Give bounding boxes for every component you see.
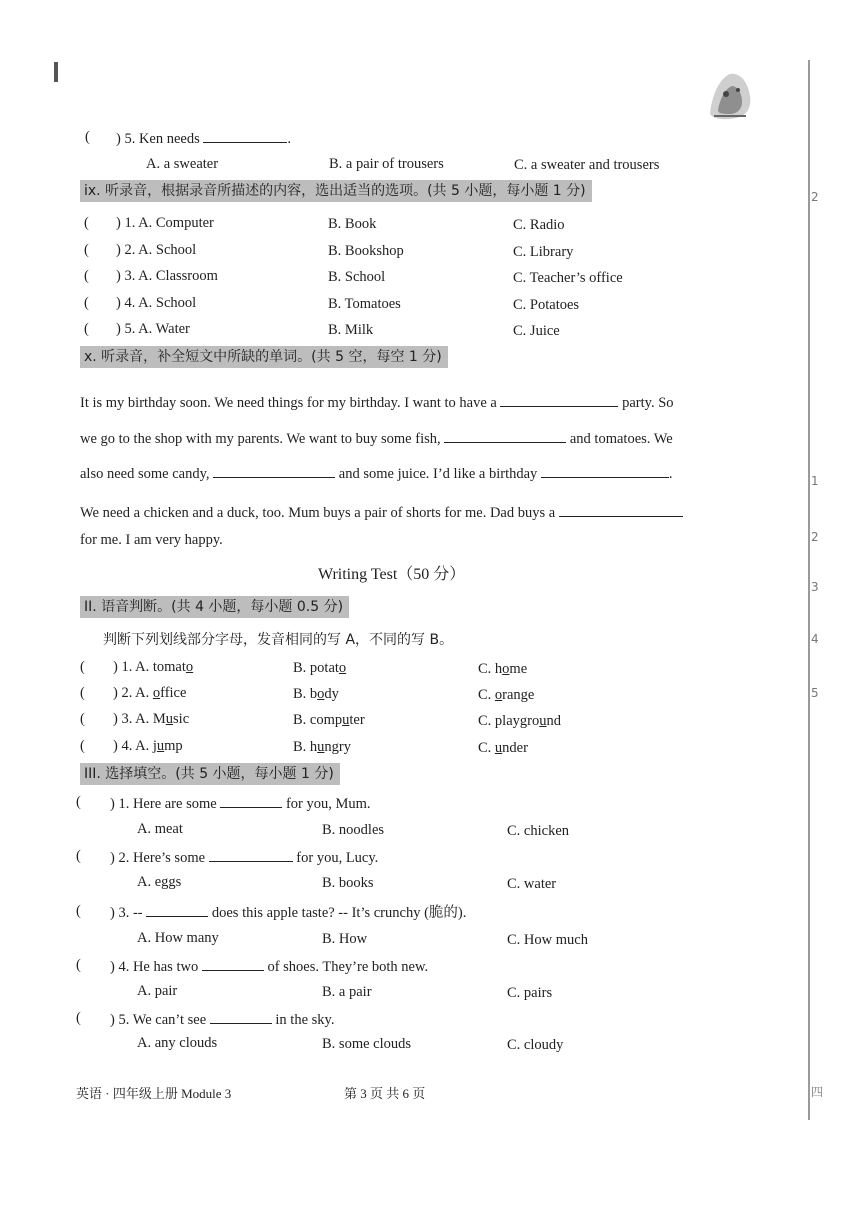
option-c: C. Teacher’s office bbox=[513, 270, 623, 286]
option-a: A. pair bbox=[137, 983, 178, 999]
answer-paren: ( bbox=[76, 957, 81, 973]
section-ix-header: ix. 听录音，根据录音所描述的内容，选出适当的选项。(共 5 小题，每小题 1 分) bbox=[80, 180, 592, 202]
answer-paren: ( bbox=[76, 903, 81, 919]
writing-test-title: Writing Test（50 分） bbox=[318, 566, 466, 583]
footer-page-number: 第 3 页 共 6 页 bbox=[344, 1086, 426, 1101]
question-text: ) 1. Here are some for you, Mum. bbox=[110, 793, 371, 813]
passage-line: for me. I am very happy. bbox=[80, 532, 223, 548]
option-b: B. body bbox=[293, 686, 339, 702]
page-fold-line bbox=[808, 60, 810, 1120]
option-a: ) 4. A. jump bbox=[113, 738, 183, 754]
option-b: B. Tomatoes bbox=[328, 296, 401, 312]
option-c: C. home bbox=[478, 661, 528, 677]
margin-mark: 2 bbox=[811, 530, 819, 544]
option-a: A. How many bbox=[137, 930, 219, 946]
passage-line: also need some candy, and some juice. I’d like a birthday . bbox=[80, 463, 673, 483]
option-c: C. a sweater and trousers bbox=[514, 157, 660, 173]
option-b: B. Bookshop bbox=[328, 243, 404, 259]
question-text: ) 2. Here’s some for you, Lucy. bbox=[110, 847, 378, 867]
question-text: ) 5. We can’t see in the sky. bbox=[110, 1009, 334, 1029]
option-a: ) 2. A. office bbox=[113, 685, 187, 701]
option-b: B. hungry bbox=[293, 739, 352, 755]
option-a: ) 5. A. Water bbox=[116, 321, 190, 337]
option-b: B. computer bbox=[293, 712, 365, 728]
answer-paren: ( bbox=[80, 711, 85, 727]
footer-subject: 英语 · 四年级上册 Module 3 bbox=[76, 1086, 232, 1101]
section-III-header: III. 选择填空。(共 5 小题，每小题 1 分) bbox=[80, 763, 340, 785]
option-c: C. orange bbox=[478, 687, 535, 703]
question-text: ) 3. -- does this apple taste? -- It’s crunchy (脆的). bbox=[110, 902, 466, 922]
option-a: ) 4. A. School bbox=[116, 295, 197, 311]
margin-mark: 四 bbox=[811, 1085, 824, 1099]
margin-mark: 5 bbox=[811, 686, 819, 700]
option-a: A. any clouds bbox=[137, 1035, 218, 1051]
answer-paren: ( bbox=[76, 1010, 81, 1026]
question-text: ) 5. Ken needs . bbox=[116, 128, 291, 148]
answer-paren: ( bbox=[80, 685, 85, 701]
option-a: ) 3. A. Classroom bbox=[116, 268, 218, 284]
passage-line: It is my birthday soon. We need things for my birthday. I want to have a party. So bbox=[80, 392, 674, 412]
answer-paren: ( bbox=[84, 321, 89, 337]
passage-line: we go to the shop with my parents. We want to buy some fish, and tomatoes. We bbox=[80, 428, 673, 448]
option-c: C. water bbox=[507, 876, 557, 892]
answer-paren: ( bbox=[84, 215, 89, 231]
option-a: ) 1. A. tomato bbox=[113, 659, 194, 675]
option-a: A. eggs bbox=[137, 874, 182, 890]
answer-paren: ( bbox=[80, 738, 85, 754]
option-b: B. How bbox=[322, 931, 368, 947]
option-b: B. noodles bbox=[322, 822, 385, 838]
scan-edge-mark bbox=[54, 62, 58, 82]
option-c: C. cloudy bbox=[507, 1037, 564, 1053]
margin-mark: 1 bbox=[811, 474, 819, 488]
question-text: ) 4. He has two of shoes. They’re both new. bbox=[110, 956, 428, 976]
margin-mark: 4 bbox=[811, 632, 819, 646]
option-c: C. chicken bbox=[507, 823, 570, 839]
section-II-header: II. 语音判断。(共 4 小题，每小题 0.5 分) bbox=[80, 596, 349, 618]
answer-paren: ( bbox=[85, 129, 90, 145]
answer-paren: ( bbox=[76, 794, 81, 810]
option-c: C. Library bbox=[513, 244, 574, 260]
instruction-text: 判断下列划线部分字母，发音相同的写 A，不同的写 B。 bbox=[103, 632, 454, 648]
option-a: ) 2. A. School bbox=[116, 242, 197, 258]
option-a: A. meat bbox=[137, 821, 183, 837]
answer-paren: ( bbox=[84, 268, 89, 284]
option-c: C. playground bbox=[478, 713, 561, 729]
option-b: B. Book bbox=[328, 216, 377, 232]
answer-paren: ( bbox=[84, 242, 89, 258]
option-b: B. a pair of trousers bbox=[329, 156, 444, 172]
option-c: C. Juice bbox=[513, 323, 560, 339]
option-b: B. some clouds bbox=[322, 1036, 412, 1052]
section-x-header: x. 听录音，补全短文中所缺的单词。(共 5 空，每空 1 分) bbox=[80, 346, 448, 368]
option-c: C. How much bbox=[507, 932, 588, 948]
corner-illustration bbox=[700, 64, 758, 122]
option-a: A. a sweater bbox=[146, 156, 219, 172]
option-b: B. books bbox=[322, 875, 374, 891]
option-b: B. a pair bbox=[322, 984, 372, 1000]
option-a: ) 1. A. Computer bbox=[116, 215, 214, 231]
passage-line: We need a chicken and a duck, too. Mum buys a pair of shorts for me. Dad buys a bbox=[80, 502, 683, 522]
answer-paren: ( bbox=[76, 848, 81, 864]
option-a: ) 3. A. Music bbox=[113, 711, 190, 727]
margin-mark: 2 bbox=[811, 190, 819, 204]
option-c: C. Radio bbox=[513, 217, 565, 233]
option-b: B. potato bbox=[293, 660, 347, 676]
option-c: C. under bbox=[478, 740, 528, 756]
option-b: B. School bbox=[328, 269, 386, 285]
option-c: C. Potatoes bbox=[513, 297, 580, 313]
margin-mark: 3 bbox=[811, 580, 819, 594]
option-c: C. pairs bbox=[507, 985, 553, 1001]
answer-paren: ( bbox=[84, 295, 89, 311]
answer-paren: ( bbox=[80, 659, 85, 675]
option-b: B. Milk bbox=[328, 322, 374, 338]
